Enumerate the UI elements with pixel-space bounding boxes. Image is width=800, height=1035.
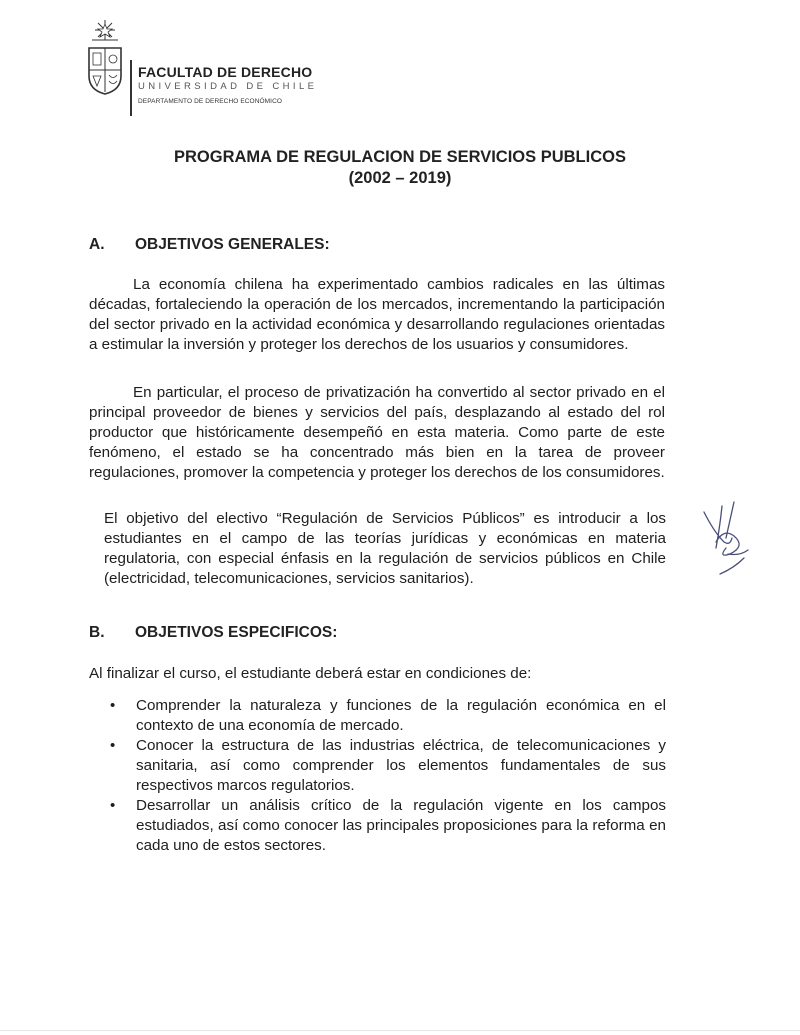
section-a-title: OBJETIVOS GENERALES: — [135, 236, 330, 253]
section-b-title: OBJETIVOS ESPECIFICOS: — [135, 624, 338, 641]
bullet-icon: • — [110, 737, 116, 754]
list-item-text: Conocer la estructura de las industrias eléctrica, de telecomunicaciones y sanitaria, así como comprender los elementos fundamentales de sus respectivos marcos regulatorios. — [136, 737, 666, 794]
section-a-paragraph-1: La economía chilena ha experimentado cambios radicales en las últimas décadas, fortaleciendo la operación de los mercados, incrementando la participación del sector privado en la actividad económica y desarrollando regulaciones orientadas a estimular la inversión y proteger los derechos de los usuarios y consumidores. — [89, 276, 665, 353]
page-edge — [0, 1030, 800, 1031]
section-b-letter: B. — [89, 624, 105, 641]
list-item — [104, 696, 666, 736]
objectives-list — [104, 696, 666, 856]
bullet-icon: • — [110, 797, 116, 814]
section-b-intro: Al finalizar el curso, el estudiante deberá estar en condiciones de: — [89, 665, 532, 682]
university-crest-icon — [84, 18, 126, 96]
letterhead — [84, 18, 344, 105]
section-a-paragraph-3: El objetivo del electivo “Regulación de Servicios Públicos” es introducir a los estudiantes en el campo de las teorías jurídicas y económicas en materia regulatoria, con especial énfasis en la regulación de servicios públicos en Chile (electricidad, telecomunicaciones, servicios sanitarios). — [104, 510, 666, 587]
list-item — [104, 796, 666, 856]
handwritten-initials — [700, 498, 760, 586]
list-item-text: Comprender la naturaleza y funciones de la regulación económica en el contexto de una economía de mercado. — [136, 697, 666, 734]
faculty-name: FACULTAD DE DERECHO — [138, 64, 313, 80]
letterhead-divider — [130, 60, 132, 116]
list-item — [104, 736, 666, 796]
section-a-letter: A. — [89, 236, 105, 253]
list-item-text: Desarrollar un análisis crítico de la regulación vigente en los campos estudiados, así como conocer las principales proposiciones para la reforma en cada uno de estos sectores. — [136, 797, 666, 854]
document-subtitle-years: (2002 – 2019) — [348, 169, 452, 187]
department-name: DEPARTAMENTO DE DERECHO ECONÓMICO — [138, 98, 283, 105]
university-name: UNIVERSIDAD DE CHILE — [138, 81, 318, 92]
section-b-heading — [89, 624, 337, 642]
section-a-paragraph-2: En particular, el proceso de privatización ha convertido al sector privado en el principal proveedor de bienes y servicios del país, desplazando al estado del rol productor que históricamente desempeñó en esta materia. Como parte de este fenómeno, el estado se ha concentrado más bien en la tarea de proveer regulaciones, promover la competencia y proteger los derechos de los consumidores. — [89, 384, 665, 481]
document-title: PROGRAMA DE REGULACION DE SERVICIOS PUBLICOS — [174, 148, 626, 166]
bullet-icon: • — [110, 697, 116, 714]
section-a-heading — [89, 236, 330, 254]
